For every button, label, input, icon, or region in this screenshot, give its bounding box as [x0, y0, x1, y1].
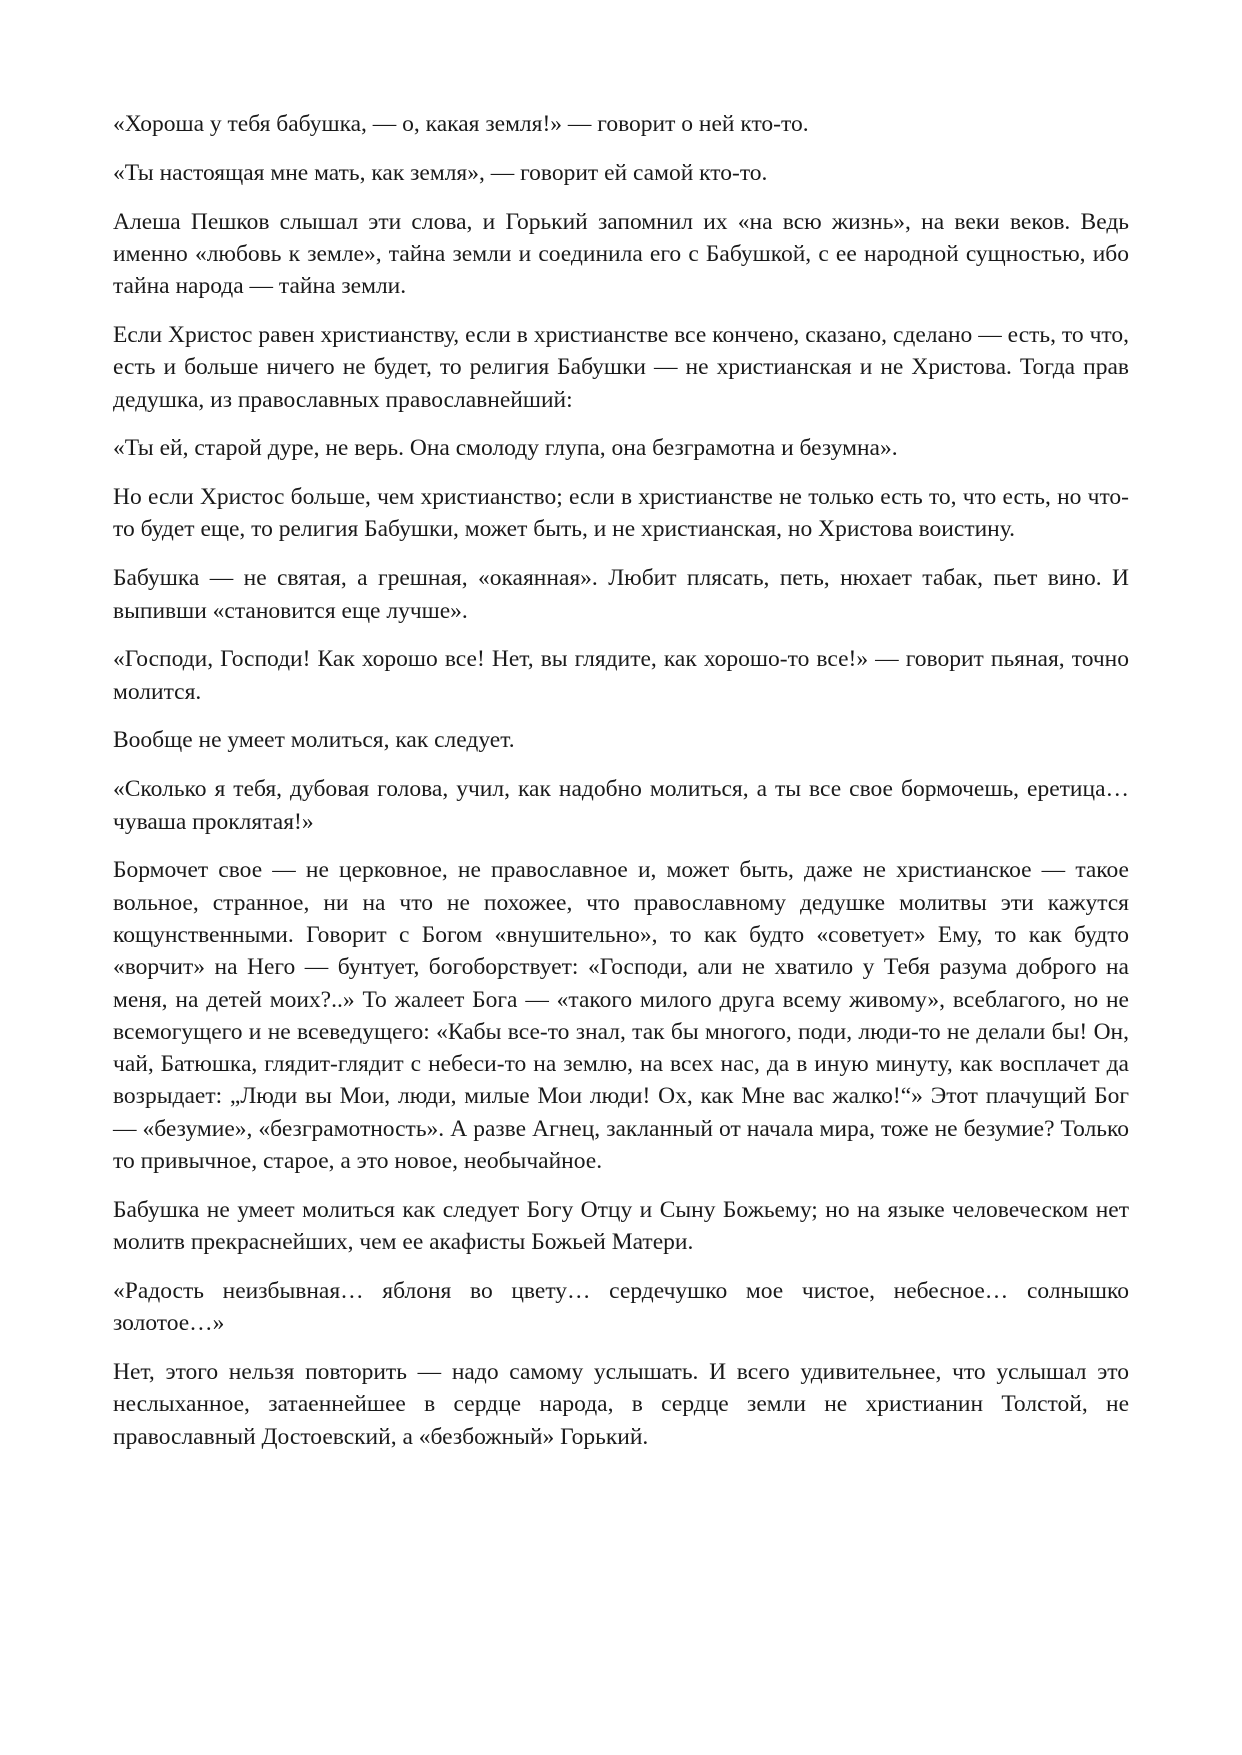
paragraph: «Хороша у тебя бабушка, — о, какая земля!» — говорит о ней кто-то.: [113, 111, 809, 137]
paragraph: Если Христос равен христианству, если в христианстве все кончено, сказано, сделано — есть, то что, есть и больше ничего не будет, то религия Бабушки — не христианская и не Христова. Тогда прав дедушка, из православных православнейший:: [113, 321, 1129, 413]
paragraph: Бабушка — не святая, а грешная, «окаянная». Любит плясать, петь, нюхает табак, пьет вино. И выпивши «становится еще лучше».: [113, 565, 1129, 624]
paragraph: Бабушка не умеет молиться как следует Богу Отцу и Сыну Божьему; но на языке человеческом нет молитв прекраснейших, чем ее акафисты Божьей Матери.: [113, 1196, 1129, 1256]
paragraph: Бормочет свое — не церковное, не православное и, может быть, даже не христианское — такое вольное, странное, ни на что не похожее, что православному дедушке молитвы эти кажутся кощунственными. Говорит с Богом «внушительно», то как будто «советует» Ему, то как будто «ворчит» на Него — бунтует, богоборствует: «Господи, али не хватило у Тебя разума доброго на меня, на детей моих?..» То жалеет Бога — «такого милого друга всему живому», всеблагого, но не всемогущего и не всеведущего: «Кабы все-то знал, так бы многого, поди, люди-то не делали бы! Он, чай, Батюшка, глядит-глядит с небеси-то на землю, на всех нас, да в иную минуту, как восплачет да возрыдает: „Люди вы Мои, люди, милые Мои люди! Ох, как Мне вас жалко!“» Этот плачущий Бог — «безумие», «безграмотность». А разве Агнец, закланный от начала мира, тоже не безумие? Только то привычное, старое, а это новое, необычайное.: [113, 857, 1129, 1175]
paragraph: Нет, этого нельзя повторить — надо самому услышать. И всего удивительнее, что услышал это неслыханное, затаеннейшее в сердце народа, в сердце земли не христианин Толстой, не православный Достоевский, а «безбожный» Горький.: [113, 1359, 1129, 1450]
paragraph: «Сколько я тебя, дубовая голова, учил, как надобно молиться, а ты все свое бормочешь, еретица… чуваша проклятая!»: [113, 776, 1129, 835]
paragraph: Вообще не умеет молиться, как следует.: [113, 727, 515, 754]
paragraph: «Радость неизбывная… яблоня во цвету… сердечушко мое чистое, небесное… солнышко золотое…»: [113, 1277, 1129, 1337]
paragraph: Но если Христос больше, чем христианство; если в христианстве не только есть то, что есть, но что-то будет еще, то религия Бабушки, может быть, и не христианская, но Христова воистину.: [113, 484, 1129, 543]
paragraph: «Господи, Господи! Как хорошо все! Нет, вы глядите, как хорошо-то все!» — говорит пьяная, точно молится.: [113, 646, 1129, 705]
paragraph: Алеша Пешков слышал эти слова, и Горький запомнил их «на всю жизнь», на веки веков. Ведь именно «любовь к земле», тайна земли и соединила его с Бабушкой, с ее народной сущностью, ибо тайна народа — тайна земли.: [113, 208, 1129, 300]
document-body: [113, 108, 1129, 1469]
paragraph: «Ты ей, старой дуре, не верь. Она смолоду глупа, она безграмотна и безумна».: [113, 435, 898, 462]
paragraph: «Ты настоящая мне мать, как земля», — говорит ей самой кто-то.: [113, 159, 768, 186]
